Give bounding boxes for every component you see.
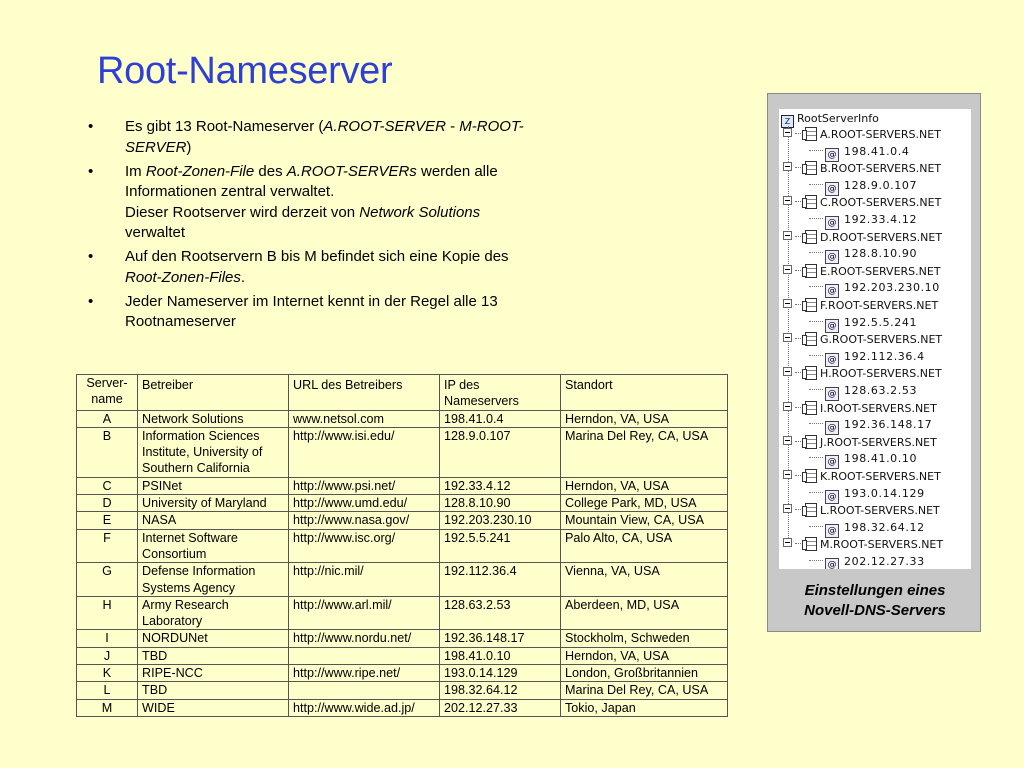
address-record-icon: @ [825, 524, 839, 538]
cell-server-name: B [77, 427, 138, 477]
cell-location: Mountain View, CA, USA [561, 512, 728, 529]
bullet-item [88, 292, 538, 333]
cell-server-name: L [77, 682, 138, 699]
header-ip: IP des Nameservers [440, 375, 561, 411]
collapse-toggle-icon[interactable] [783, 333, 792, 342]
cell-server-name: E [77, 512, 138, 529]
cell-location: Herndon, VA, USA [561, 647, 728, 664]
root-server-table [76, 374, 728, 717]
server-icon [805, 264, 817, 278]
table-row [77, 665, 728, 682]
bullet-item [88, 117, 538, 158]
server-icon [805, 503, 817, 517]
panel-caption [768, 581, 982, 621]
tree-server-node[interactable] [783, 264, 941, 280]
tree-ip-node[interactable] [809, 486, 925, 502]
collapse-toggle-icon[interactable] [783, 162, 792, 171]
cell-ip: 198.41.0.4 [440, 410, 561, 427]
bullet-text: Dieser Rootserver wird derzeit von [125, 203, 360, 221]
tree-branch-line [809, 184, 823, 185]
address-record-icon: @ [825, 353, 839, 367]
address-record-icon: @ [825, 148, 839, 162]
address-record-icon: @ [825, 319, 839, 333]
cell-ip: 193.0.14.129 [440, 665, 561, 682]
cell-url: http://www.umd.edu/ [289, 495, 440, 512]
tree-server-node[interactable] [783, 161, 941, 177]
server-name-label: K.ROOT-SERVERS.NET [820, 470, 941, 483]
cell-url: http://www.arl.mil/ [289, 596, 440, 630]
cell-url: http://www.isc.org/ [289, 529, 440, 563]
tree-ip-node[interactable] [809, 417, 932, 433]
ip-address-label: 192.203.230.10 [844, 281, 940, 295]
cell-server-name: M [77, 699, 138, 716]
cell-location: Herndon, VA, USA [561, 477, 728, 494]
address-record-icon: @ [825, 216, 839, 230]
bullet-dot: • [88, 162, 94, 180]
cell-ip: 128.8.10.90 [440, 495, 561, 512]
bullet-list [88, 117, 538, 336]
dns-root-icon: Z [781, 115, 794, 128]
tree-server-node[interactable] [783, 298, 938, 314]
cell-server-name: K [77, 665, 138, 682]
server-name-label: B.ROOT-SERVERS.NET [820, 162, 942, 176]
tree-branch-line [809, 321, 823, 322]
ip-address-label: 128.8.10.90 [844, 247, 918, 261]
ip-address-label: 198.41.0.10 [844, 452, 918, 466]
server-icon [805, 127, 817, 141]
cell-operator: WIDE [138, 699, 289, 716]
cell-url [289, 682, 440, 699]
bullet-dot: • [88, 292, 94, 310]
cell-operator: Information Sciences Institute, University of Southern California [138, 427, 289, 477]
ip-address-label: 192.36.148.17 [844, 418, 933, 432]
tree-server-node[interactable] [783, 127, 941, 143]
table-row [77, 682, 728, 699]
cell-server-name: A [77, 410, 138, 427]
address-record-icon: @ [825, 284, 839, 298]
cell-operator: Internet Software Consortium [138, 529, 289, 563]
cell-url: www.netsol.com [289, 410, 440, 427]
collapse-toggle-icon[interactable] [783, 538, 792, 547]
cell-server-name: C [77, 477, 138, 494]
ip-address-label: 193.0.14.129 [844, 486, 925, 500]
table-row [77, 699, 728, 716]
cell-url: http://www.isi.edu/ [289, 427, 440, 477]
cell-ip: 198.32.64.12 [440, 682, 561, 699]
collapse-toggle-icon[interactable] [783, 299, 792, 308]
cell-server-name: D [77, 495, 138, 512]
server-name-label: G.ROOT-SERVERS.NET [820, 333, 943, 347]
table-row [77, 529, 728, 563]
tree-branch-line [809, 355, 823, 356]
cell-operator: University of Maryland [138, 495, 289, 512]
ip-address-label: 198.32.64.12 [844, 520, 925, 534]
header-server-name: Server-name [77, 375, 138, 411]
cell-url: http://www.nasa.gov/ [289, 512, 440, 529]
cell-url: http://www.nordu.net/ [289, 630, 440, 647]
cell-server-name: I [77, 630, 138, 647]
tree-server-node[interactable] [783, 435, 937, 451]
collapse-toggle-icon[interactable] [783, 402, 792, 411]
tree-server-node[interactable] [783, 195, 941, 211]
root-server-tree [779, 109, 971, 569]
cell-location: Aberdeen, MD, USA [561, 596, 728, 630]
bullet-text: ) [186, 138, 192, 156]
cell-ip: 198.41.0.10 [440, 647, 561, 664]
server-name-label: E.ROOT-SERVERS.NET [820, 264, 941, 278]
tree-branch-line [809, 560, 823, 561]
cell-operator: TBD [138, 647, 289, 664]
tree-server-node[interactable] [783, 230, 942, 246]
bullet-emphasis: Network Solutions [359, 203, 481, 221]
bullet-dot: • [88, 118, 94, 135]
ip-address-label: 192.112.36.4 [844, 349, 925, 363]
tree-ip-node[interactable] [809, 520, 925, 536]
server-name-label: C.ROOT-SERVERS.NET [820, 196, 942, 210]
cell-location: College Park, MD, USA [561, 495, 728, 512]
cell-server-name: G [77, 563, 138, 597]
cell-operator: RIPE-NCC [138, 665, 289, 682]
bullet-item [88, 247, 538, 288]
collapse-toggle-icon[interactable] [783, 128, 792, 137]
bullet-emphasis: Root-Zonen-File [145, 162, 255, 180]
tree-server-node[interactable] [783, 366, 942, 382]
ip-address-label: 192.33.4.12 [844, 212, 918, 226]
tree-server-node[interactable] [783, 503, 940, 519]
cell-ip: 202.12.27.33 [440, 699, 561, 716]
tree-ip-node[interactable] [809, 280, 940, 296]
cell-location: Herndon, VA, USA [561, 410, 728, 427]
caption-line-2: Novell-DNS-Servers [804, 602, 946, 619]
collapse-toggle-icon[interactable] [783, 436, 792, 445]
tree-root [781, 112, 879, 126]
tree-branch-line [809, 389, 823, 390]
bullet-text: Auf den Rootservern B bis M befindet sich eine Kopie des [125, 248, 509, 265]
cell-operator: Network Solutions [138, 410, 289, 427]
cell-ip: 128.63.2.53 [440, 596, 561, 630]
cell-location: Marina Del Rey, CA, USA [561, 427, 728, 477]
tree-server-node[interactable] [783, 469, 941, 485]
cell-ip: 192.33.4.12 [440, 477, 561, 494]
cell-url: http://www.psi.net/ [289, 477, 440, 494]
server-name-label: D.ROOT-SERVERS.NET [820, 230, 943, 244]
server-icon [805, 332, 817, 346]
tree-ip-node[interactable] [809, 383, 917, 399]
bullet-dot: • [88, 248, 94, 265]
cell-location: Stockholm, Schweden [561, 630, 728, 647]
address-record-icon: @ [825, 490, 839, 504]
tree-ip-node[interactable] [809, 315, 917, 331]
cell-ip: 192.112.36.4 [440, 563, 561, 597]
table-row [77, 495, 728, 512]
cell-url: http://nic.mil/ [289, 563, 440, 597]
table-row [77, 647, 728, 664]
bullet-text: . [240, 268, 246, 286]
server-icon [805, 161, 817, 175]
tree-server-node[interactable] [783, 537, 943, 553]
ip-address-label: 198.41.0.4 [844, 144, 910, 158]
tree-ip-node[interactable] [809, 349, 925, 365]
tree-server-node[interactable] [783, 401, 937, 417]
table-row [77, 563, 728, 597]
cell-server-name: F [77, 529, 138, 563]
tree-branch-line [809, 457, 823, 458]
table-row [77, 477, 728, 494]
tree-root-label: RootServerInfo [797, 112, 879, 125]
server-icon [805, 537, 817, 551]
header-location: Standort [561, 375, 728, 411]
tree-branch-line [809, 252, 823, 253]
tree-branch-line [809, 218, 823, 219]
cell-operator: PSINet [138, 477, 289, 494]
ip-address-label: 192.5.5.241 [844, 315, 918, 329]
cell-operator: Defense Information Systems Agency [138, 563, 289, 597]
bullet-text: Jeder Nameserver im Internet kennt in der Regel alle 13 Rootnameserver [125, 292, 498, 330]
collapse-toggle-icon[interactable] [783, 196, 792, 205]
table-row [77, 410, 728, 427]
tree-ip-node[interactable] [809, 451, 917, 467]
table-row [77, 630, 728, 647]
cell-operator: NASA [138, 512, 289, 529]
server-icon [805, 195, 817, 209]
address-record-icon: @ [825, 250, 839, 264]
tree-ip-node[interactable] [809, 554, 925, 569]
collapse-toggle-icon[interactable] [783, 265, 792, 274]
cell-operator: NORDUNet [138, 630, 289, 647]
tree-branch-line [809, 423, 823, 424]
tree-branch-line [809, 150, 823, 151]
server-icon [805, 366, 817, 380]
ip-address-label: 128.9.0.107 [844, 178, 918, 192]
collapse-toggle-icon[interactable] [783, 470, 792, 479]
tree-ip-node[interactable] [809, 246, 917, 262]
server-name-label: I.ROOT-SERVERS.NET [820, 401, 937, 415]
ip-address-label: 128.63.2.53 [844, 383, 918, 397]
cell-ip: 128.9.0.107 [440, 427, 561, 477]
bullet-emphasis: A.ROOT-SERVER [323, 118, 446, 135]
cell-url [289, 647, 440, 664]
bullet-text: werden alle Informationen zentral verwaltet. [125, 162, 498, 200]
address-record-icon: @ [825, 182, 839, 196]
bullet-emphasis: A.ROOT-SERVERs [286, 162, 417, 180]
server-name-label: A.ROOT-SERVERS.NET [820, 128, 941, 141]
header-operator: Betreiber [138, 375, 289, 411]
bullet-text: Es gibt 13 Root-Nameserver ( [125, 118, 324, 135]
server-name-label: F.ROOT-SERVERS.NET [820, 299, 939, 312]
novell-dns-screenshot-panel [767, 93, 981, 632]
table-row [77, 596, 728, 630]
address-record-icon: @ [825, 387, 839, 401]
bullet-emphasis: M-ROOT-SERVER [125, 118, 524, 156]
server-icon [805, 230, 817, 244]
server-name-label: L.ROOT-SERVERS.NET [820, 504, 940, 518]
cell-ip: 192.5.5.241 [440, 529, 561, 563]
cell-url: http://www.ripe.net/ [289, 665, 440, 682]
cell-location: Tokio, Japan [561, 699, 728, 716]
server-icon [805, 469, 817, 483]
bullet-text: des [254, 162, 287, 180]
address-record-icon: @ [825, 558, 839, 569]
header-url: URL des Betreibers [289, 375, 440, 411]
collapse-toggle-icon[interactable] [783, 504, 792, 513]
table-row [77, 427, 728, 477]
ip-address-label: 202.12.27.33 [844, 554, 925, 568]
server-icon [805, 435, 817, 449]
bullet-text: verwaltet [125, 224, 186, 241]
table-header-row [77, 375, 728, 411]
tree-server-node[interactable] [783, 332, 942, 348]
bullet-emphasis: Root-Zonen-Files [125, 268, 241, 286]
server-name-label: M.ROOT-SERVERS.NET [820, 538, 944, 552]
cell-location: Marina Del Rey, CA, USA [561, 682, 728, 699]
caption-line-1: Einstellungen eines [804, 582, 946, 599]
address-record-icon: @ [825, 421, 839, 435]
server-icon [805, 298, 817, 312]
cell-operator: Army Research Laboratory [138, 596, 289, 630]
tree-ip-node[interactable] [809, 178, 917, 194]
tree-branch-line [809, 492, 823, 493]
tree-ip-node[interactable] [809, 212, 917, 228]
collapse-toggle-icon[interactable] [783, 231, 792, 240]
tree-ip-node[interactable] [809, 144, 909, 160]
slide-title: Root-Nameserver [97, 50, 393, 92]
cell-server-name: H [77, 596, 138, 630]
cell-location: Palo Alto, CA, USA [561, 529, 728, 563]
bullet-text: - [445, 118, 460, 135]
cell-location: London, Großbritannien [561, 665, 728, 682]
cell-location: Vienna, VA, USA [561, 563, 728, 597]
tree-branch-line [809, 286, 823, 287]
tree-branch-line [809, 526, 823, 527]
address-record-icon: @ [825, 455, 839, 469]
cell-server-name: J [77, 647, 138, 664]
collapse-toggle-icon[interactable] [783, 367, 792, 376]
cell-ip: 192.36.148.17 [440, 630, 561, 647]
bullet-text: Im [125, 162, 146, 180]
server-name-label: H.ROOT-SERVERS.NET [820, 367, 942, 381]
cell-operator: TBD [138, 682, 289, 699]
server-icon [805, 401, 817, 415]
cell-url: http://www.wide.ad.jp/ [289, 699, 440, 716]
table-row [77, 512, 728, 529]
cell-ip: 192.203.230.10 [440, 512, 561, 529]
bullet-item [88, 162, 538, 244]
server-name-label: J.ROOT-SERVERS.NET [820, 435, 937, 449]
